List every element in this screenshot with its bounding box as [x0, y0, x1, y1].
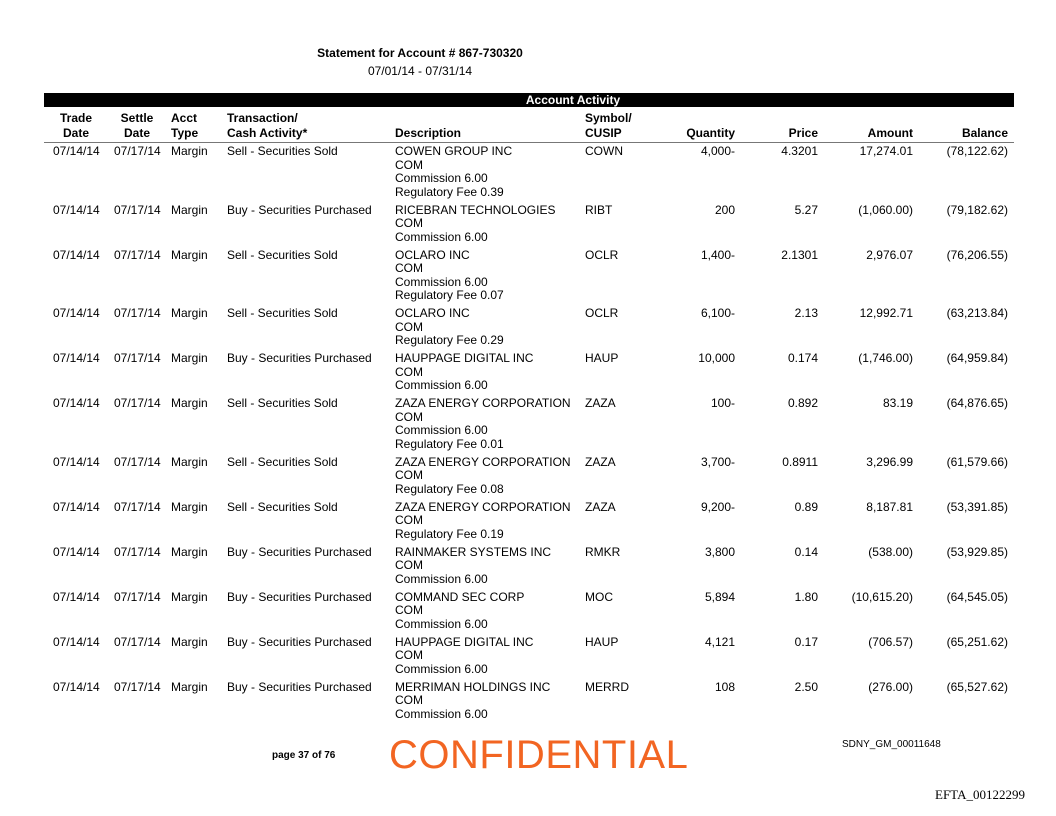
acct-type-cell: Margin [171, 589, 208, 604]
price-cell: 2.13 [794, 306, 818, 320]
symbol-cell: OCLR [585, 247, 619, 262]
trade-date-cell: 07/14/14 [53, 544, 100, 559]
price-cell: 4.3201 [781, 144, 818, 158]
acct-type-cell: Margin [171, 499, 208, 514]
transaction-cell: Buy - Securities Purchased [227, 589, 372, 604]
balance-cell: (64,545.05) [946, 589, 1008, 604]
quantity-cell: 5,894 [704, 589, 735, 604]
price-cell: 2.50 [794, 679, 818, 694]
col-settle-date [117, 111, 157, 141]
symbol-cell: RMKR [585, 544, 621, 559]
description-line: Commission 6.00 [395, 171, 488, 185]
quantity-cell: 108 [714, 679, 735, 694]
trade-date-cell: 07/14/14 [53, 589, 100, 604]
activity-table [0, 143, 1056, 724]
col-acct-type [171, 111, 198, 141]
quantity-cell: 4,000- [700, 144, 735, 158]
description-line: COM [395, 648, 423, 662]
trade-date-cell: 07/14/14 [53, 306, 100, 320]
description-line: Commission 6.00 [395, 706, 488, 721]
description-line: Regulatory Fee 0.07 [395, 288, 504, 302]
quantity-cell: 1,400- [700, 247, 735, 262]
acct-type-cell: Margin [171, 679, 208, 694]
description-cell [395, 307, 504, 348]
description-line: COM [395, 693, 423, 707]
settle-date-cell: 07/17/14 [114, 634, 161, 649]
acct-type-cell: Margin [171, 144, 208, 158]
transaction-cell: Buy - Securities Purchased [227, 679, 372, 694]
settle-date-cell: 07/17/14 [114, 499, 161, 514]
col-symbol-line1: Symbol/ [585, 111, 632, 125]
acct-type-cell: Margin [171, 247, 208, 262]
description-cell [395, 636, 533, 677]
description-line: COM [395, 513, 423, 527]
price-cell: 0.8911 [782, 454, 818, 469]
amount-cell: 12,992.71 [859, 306, 913, 320]
settle-date-cell: 07/17/14 [114, 454, 161, 469]
col-trade-date-line1: Trade [59, 111, 92, 125]
description-line: ZAZA ENERGY CORPORATION [395, 499, 571, 514]
trade-date-cell: 07/14/14 [53, 202, 100, 217]
settle-date-cell: 07/17/14 [114, 351, 161, 365]
symbol-cell: ZAZA [585, 454, 616, 469]
description-line: ZAZA ENERGY CORPORATION [395, 396, 571, 410]
acct-type-cell: Margin [171, 351, 208, 365]
symbol-cell: ZAZA [585, 396, 616, 410]
quantity-cell: 3,800 [704, 544, 735, 559]
acct-type-cell: Margin [171, 202, 208, 217]
quantity-cell: 9,200- [700, 499, 735, 514]
col-quantity: Quantity [686, 126, 735, 140]
efta-number: EFTA_00122299 [935, 787, 1025, 802]
amount-cell: (538.00) [868, 544, 913, 559]
statement-period: 07/01/14 - 07/31/14 [367, 64, 473, 78]
description-cell [395, 546, 551, 587]
settle-date-cell: 07/17/14 [114, 247, 161, 262]
transaction-cell: Buy - Securities Purchased [227, 351, 372, 365]
balance-cell: (65,251.62) [946, 634, 1008, 649]
description-line: Commission 6.00 [395, 616, 488, 631]
page-number: page 37 of 76 [272, 750, 336, 761]
description-line: HAUPPAGE DIGITAL INC [395, 351, 534, 365]
description-line: OCLARO INC [395, 306, 470, 320]
description-line: ZAZA ENERGY CORPORATION [395, 454, 571, 469]
balance-cell: (79,182.62) [946, 202, 1008, 217]
settle-date-cell: 07/17/14 [114, 202, 161, 217]
col-amount: Amount [867, 126, 913, 140]
description-line: COM [395, 216, 423, 230]
table-row [0, 499, 1056, 544]
settle-date-cell: 07/17/14 [114, 396, 161, 410]
description-line: COWEN GROUP INC [395, 144, 513, 158]
transaction-cell: Buy - Securities Purchased [227, 544, 372, 559]
table-row [0, 679, 1056, 724]
price-cell: 0.892 [787, 396, 818, 410]
balance-cell: (53,929.85) [946, 544, 1008, 559]
col-trade-date-line2: Date [62, 126, 89, 140]
balance-cell: (65,527.62) [946, 679, 1008, 694]
table-row [0, 202, 1056, 247]
settle-date-cell: 07/17/14 [114, 306, 161, 320]
col-transaction-line2: Cash Activity* [227, 126, 308, 140]
trade-date-cell: 07/14/14 [53, 499, 100, 514]
transaction-cell: Buy - Securities Purchased [227, 202, 372, 217]
symbol-cell: MOC [585, 589, 613, 604]
symbol-cell: HAUP [585, 351, 619, 365]
acct-type-cell: Margin [171, 306, 208, 320]
description-cell [395, 456, 571, 497]
description-line: MERRIMAN HOLDINGS INC [395, 679, 551, 694]
trade-date-cell: 07/14/14 [53, 396, 100, 410]
description-line: COM [395, 157, 423, 172]
description-cell [395, 681, 550, 722]
balance-cell: (76,206.55) [946, 247, 1008, 262]
amount-cell: (1,746.00) [858, 351, 913, 365]
amount-cell: 8,187.81 [866, 499, 913, 514]
price-cell: 0.14 [794, 544, 818, 559]
col-symbol [585, 111, 632, 141]
description-line: Commission 6.00 [395, 229, 488, 244]
section-title: Account Activity [525, 93, 621, 107]
description-line: Regulatory Fee 0.29 [395, 333, 504, 347]
description-line: COM [395, 261, 423, 275]
amount-cell: (10,615.20) [851, 589, 913, 604]
price-cell: 0.89 [794, 499, 818, 514]
description-cell [395, 352, 533, 393]
table-row [0, 305, 1056, 350]
description-line: Regulatory Fee 0.01 [395, 436, 504, 451]
acct-type-cell: Margin [171, 544, 208, 559]
description-line: Regulatory Fee 0.19 [395, 526, 504, 541]
col-settle-date-line2: Date [123, 126, 150, 140]
statement-title: Statement for Account # 867-730320 [317, 46, 523, 60]
description-cell [395, 204, 555, 245]
transaction-cell: Sell - Securities Sold [227, 306, 338, 320]
price-cell: 2.1301 [781, 247, 818, 262]
quantity-cell: 100- [710, 396, 735, 410]
col-trade-date [59, 111, 93, 141]
description-line: Commission 6.00 [395, 423, 488, 437]
col-acct-type-line2: Type [171, 126, 199, 140]
acct-type-cell: Margin [171, 454, 208, 469]
acct-type-cell: Margin [171, 396, 208, 410]
amount-cell: (1,060.00) [858, 202, 913, 217]
balance-cell: (63,213.84) [946, 306, 1008, 320]
description-cell [395, 249, 504, 303]
description-line: COM [395, 558, 423, 572]
description-line: RICEBRAN TECHNOLOGIES [395, 202, 556, 217]
trade-date-cell: 07/14/14 [53, 247, 100, 262]
quantity-cell: 3,700- [700, 454, 735, 469]
section-header [44, 93, 1014, 107]
amount-cell: 2,976.07 [866, 247, 913, 262]
table-row [0, 350, 1056, 395]
description-line: Regulatory Fee 0.39 [395, 184, 504, 199]
table-row [0, 395, 1056, 454]
description-line: COMMAND SEC CORP [395, 589, 525, 604]
acct-type-cell: Margin [171, 634, 208, 649]
symbol-cell: ZAZA [585, 499, 616, 514]
symbol-cell: HAUP [585, 634, 619, 649]
balance-cell: (53,391.85) [946, 499, 1008, 514]
symbol-cell: MERRD [585, 679, 629, 694]
table-row [0, 634, 1056, 679]
trade-date-cell: 07/14/14 [53, 454, 100, 469]
amount-cell: 17,274.01 [859, 144, 913, 158]
transaction-cell: Sell - Securities Sold [227, 247, 338, 262]
description-line: Commission 6.00 [395, 571, 488, 586]
description-line: HAUPPAGE DIGITAL INC [395, 634, 534, 649]
settle-date-cell: 07/17/14 [114, 544, 161, 559]
table-row [0, 544, 1056, 589]
col-symbol-line2: CUSIP [585, 126, 622, 140]
quantity-cell: 4,121 [704, 634, 735, 649]
price-cell: 0.17 [794, 634, 818, 649]
description-line: OCLARO INC [395, 247, 470, 262]
balance-cell: (61,579.66) [946, 454, 1008, 469]
balance-cell: (78,122.62) [946, 144, 1008, 158]
table-row [0, 454, 1056, 499]
settle-date-cell: 07/17/14 [114, 144, 161, 158]
price-cell: 1.80 [794, 589, 818, 604]
transaction-cell: Sell - Securities Sold [227, 144, 338, 158]
description-line: RAINMAKER SYSTEMS INC [395, 544, 552, 559]
quantity-cell: 200 [714, 202, 735, 217]
transaction-cell: Sell - Securities Sold [227, 499, 338, 514]
price-cell: 5.27 [794, 202, 818, 217]
symbol-cell: COWN [585, 144, 623, 158]
trade-date-cell: 07/14/14 [53, 634, 100, 649]
col-price: Price [788, 126, 818, 140]
col-acct-type-line1: Acct [171, 111, 198, 125]
description-line: Commission 6.00 [395, 274, 488, 289]
table-row [0, 143, 1056, 202]
settle-date-cell: 07/17/14 [114, 679, 161, 694]
description-line: COM [395, 319, 423, 334]
price-cell: 0.174 [787, 351, 818, 365]
description-cell [395, 501, 571, 542]
confidential-stamp: CONFIDENTIAL [389, 733, 689, 777]
quantity-cell: 10,000 [698, 351, 735, 365]
description-line: Commission 6.00 [395, 661, 488, 676]
symbol-cell: OCLR [585, 306, 619, 320]
balance-cell: (64,876.65) [946, 396, 1008, 410]
description-line: COM [395, 364, 423, 379]
quantity-cell: 6,100- [700, 306, 735, 320]
description-line: COM [395, 468, 423, 482]
settle-date-cell: 07/17/14 [114, 589, 161, 604]
col-transaction-line1: Transaction/ [227, 111, 298, 125]
description-cell [395, 397, 571, 451]
description-cell [395, 145, 512, 199]
table-row [0, 247, 1056, 306]
col-description: Description [395, 126, 462, 140]
amount-cell: (706.57) [868, 634, 913, 649]
transaction-cell: Sell - Securities Sold [227, 396, 338, 410]
description-line: Regulatory Fee 0.08 [395, 481, 504, 496]
transaction-cell: Sell - Securities Sold [227, 454, 338, 469]
description-line: COM [395, 409, 423, 424]
amount-cell: (276.00) [868, 679, 913, 694]
symbol-cell: RIBT [585, 202, 613, 217]
table-row [0, 589, 1056, 634]
amount-cell: 3,296.99 [866, 454, 913, 469]
col-transaction [227, 111, 307, 141]
trade-date-cell: 07/14/14 [53, 144, 100, 158]
balance-cell: (64,959.84) [946, 351, 1008, 365]
description-cell [395, 591, 524, 632]
col-balance: Balance [961, 126, 1008, 140]
bates-number: SDNY_GM_00011648 [842, 739, 941, 750]
description-line: COM [395, 603, 423, 617]
trade-date-cell: 07/14/14 [53, 351, 100, 365]
description-line: Commission 6.00 [395, 378, 488, 392]
amount-cell: 83.19 [882, 396, 913, 410]
transaction-cell: Buy - Securities Purchased [227, 634, 372, 649]
col-settle-date-line1: Settle [120, 111, 154, 125]
trade-date-cell: 07/14/14 [53, 679, 100, 694]
